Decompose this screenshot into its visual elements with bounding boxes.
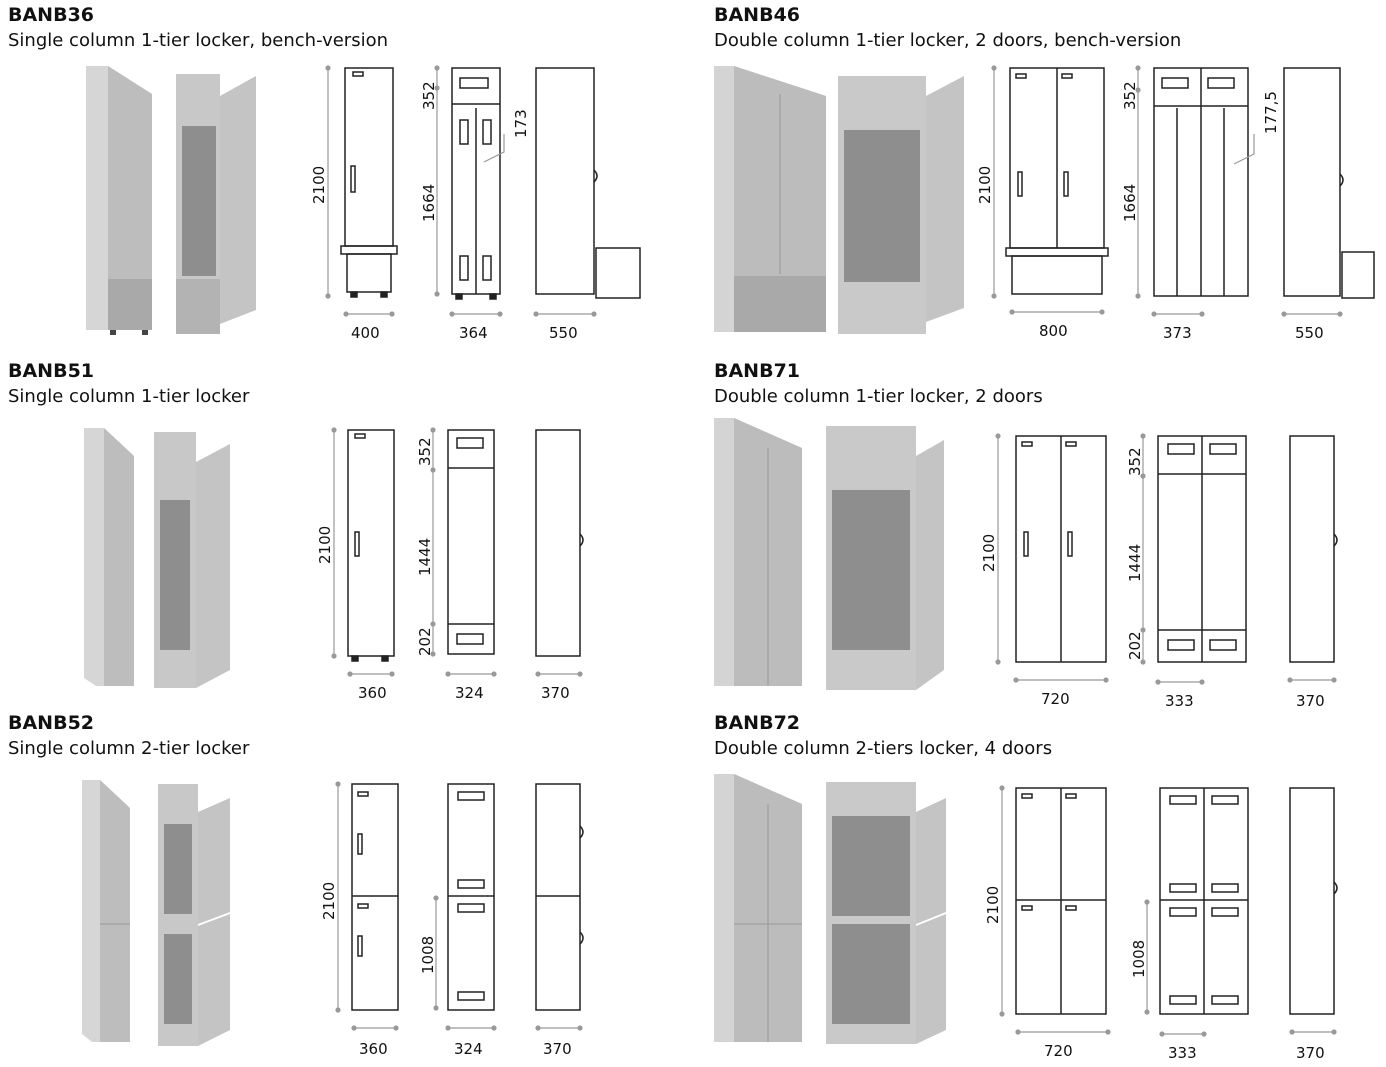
product-drawings [714, 712, 1374, 1062]
dim-depth: 370 [1296, 692, 1325, 710]
product-code: BANB72 [714, 712, 801, 734]
dim-inner-width: 364 [459, 324, 488, 342]
side-view-drawing [536, 784, 583, 1010]
dim-middle: 1664 [420, 183, 438, 222]
section-banb52 [8, 712, 688, 1062]
interior-view-drawing [448, 784, 494, 1010]
photo-closed-locker [714, 66, 826, 332]
dimension-lines [996, 434, 1336, 684]
dim-front-width: 360 [359, 1040, 388, 1058]
section-banb72 [714, 712, 1374, 1062]
front-view-drawing [1016, 436, 1106, 662]
dim-front-width: 360 [358, 684, 387, 702]
dim-front-width: 400 [351, 324, 380, 342]
product-description: Double column 1-tier locker, 2 doors [714, 386, 1043, 407]
dimension-lines [336, 782, 582, 1030]
side-view-drawing [1290, 788, 1337, 1014]
dim-hook: 173 [512, 109, 530, 138]
interior-view-drawing [452, 68, 500, 299]
dim-middle: 1664 [1121, 183, 1139, 222]
side-view-drawing [536, 68, 640, 298]
dim-depth: 370 [543, 1040, 572, 1058]
dim-depth: 370 [541, 684, 570, 702]
side-view-drawing [536, 430, 583, 656]
dim-bottom: 202 [1126, 631, 1144, 660]
dim-height: 2100 [980, 533, 998, 572]
dim-height: 2100 [310, 165, 328, 204]
front-view-drawing [1016, 788, 1106, 1014]
product-code: BANB46 [714, 4, 801, 26]
product-drawings [8, 4, 688, 344]
interior-view-drawing [448, 430, 494, 654]
product-code: BANB52 [8, 712, 95, 734]
section-banb51 [8, 360, 688, 700]
front-view-drawing [1006, 68, 1108, 294]
product-code: BANB51 [8, 360, 95, 382]
dimension-lines [1000, 786, 1336, 1036]
photo-closed-locker [714, 774, 802, 1042]
product-drawings [714, 360, 1374, 710]
dim-inner-width: 333 [1165, 692, 1194, 710]
photo-open-locker [826, 782, 946, 1044]
dim-front-width: 800 [1039, 322, 1068, 340]
product-description: Single column 2-tier locker [8, 738, 250, 759]
dim-inner-width: 373 [1163, 324, 1192, 342]
front-view-drawing [352, 784, 398, 1010]
interior-view-drawing [1160, 788, 1248, 1014]
dim-top: 352 [420, 81, 438, 110]
product-description: Single column 1-tier locker, bench-version [8, 30, 389, 51]
dim-depth: 370 [1296, 1044, 1325, 1062]
dim-inner-width: 324 [455, 684, 484, 702]
dim-depth: 550 [549, 324, 578, 342]
photo-open-locker [176, 74, 256, 334]
product-drawings [8, 360, 688, 700]
photo-closed-locker [84, 428, 134, 686]
dim-height: 2100 [976, 165, 994, 204]
photo-closed-locker [86, 66, 152, 335]
dim-top: 352 [1126, 447, 1144, 476]
interior-view-drawing [1154, 68, 1248, 296]
dimension-lines [992, 66, 1342, 316]
photo-open-locker [838, 76, 964, 334]
product-description: Double column 2-tiers locker, 4 doors [714, 738, 1053, 759]
dim-height: 2100 [320, 881, 338, 920]
product-code: BANB36 [8, 4, 95, 26]
dim-tier: 1008 [419, 935, 437, 974]
section-banb46 [714, 4, 1374, 344]
photo-open-locker [158, 784, 230, 1046]
photo-closed-locker [82, 780, 130, 1042]
dim-front-width: 720 [1044, 1042, 1073, 1060]
dim-tier: 1008 [1130, 939, 1148, 978]
section-banb71 [714, 360, 1374, 710]
dim-middle: 1444 [1126, 543, 1144, 582]
dim-bottom: 202 [416, 627, 434, 656]
product-description: Double column 1-tier locker, 2 doors, bench-version [714, 30, 1182, 51]
dim-top: 352 [1121, 81, 1139, 110]
product-description: Single column 1-tier locker [8, 386, 250, 407]
dim-height: 2100 [984, 885, 1002, 924]
dim-middle: 1444 [416, 537, 434, 576]
dim-height: 2100 [316, 525, 334, 564]
dim-top: 352 [416, 437, 434, 466]
product-drawings [714, 4, 1374, 344]
product-drawings [8, 712, 688, 1062]
dim-depth: 550 [1295, 324, 1324, 342]
product-code: BANB71 [714, 360, 801, 382]
photo-open-locker [154, 432, 230, 688]
side-view-drawing [1290, 436, 1337, 662]
dim-inner-width: 333 [1168, 1044, 1197, 1062]
front-view-drawing [341, 68, 397, 297]
photo-open-locker [826, 426, 944, 690]
side-view-drawing [1284, 68, 1374, 298]
section-banb36 [8, 4, 688, 344]
photo-closed-locker [714, 418, 802, 686]
interior-view-drawing [1158, 436, 1246, 662]
dim-inner-width: 324 [454, 1040, 483, 1058]
dim-front-width: 720 [1041, 690, 1070, 708]
dim-hook: 177,5 [1262, 91, 1280, 134]
front-view-drawing [348, 430, 394, 661]
